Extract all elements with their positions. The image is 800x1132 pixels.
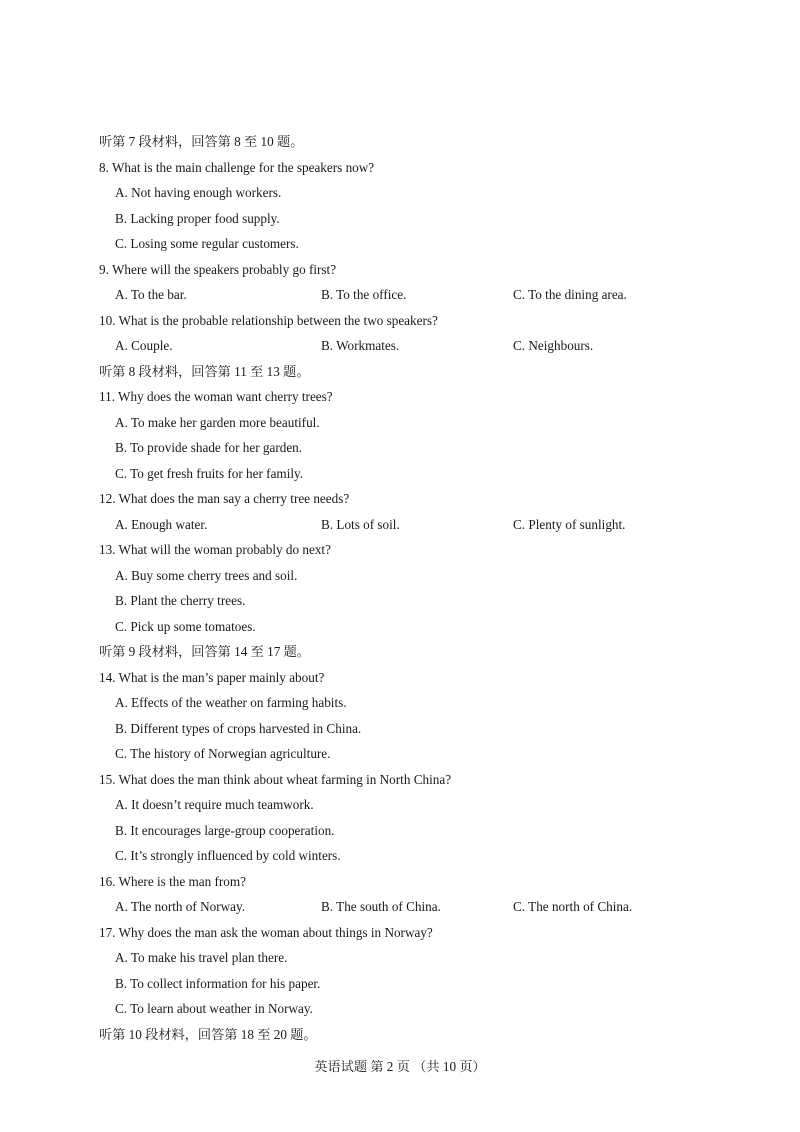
section-instruction: 听第 9 段材料，回答第 14 至 17 题。 <box>99 644 310 659</box>
answer-option: C. Pick up some tomatoes. <box>115 618 256 634</box>
answer-option: A. Not having enough workers. <box>115 185 282 200</box>
answer-option: A. To make her garden more beautiful. <box>115 414 320 430</box>
answer-option: B. Workmates. <box>321 338 400 353</box>
answer-option: C. Neighbours. <box>513 338 594 353</box>
answer-option: B. It encourages large-group cooperation. <box>115 822 335 838</box>
answer-option: B. Plant the cherry trees. <box>115 593 246 608</box>
answer-option: A. Effects of the weather on farming habits. <box>115 695 347 710</box>
answer-option: B. To provide shade for her garden. <box>115 440 303 455</box>
answer-option: C. Plenty of sunlight. <box>513 516 626 532</box>
question-stem: 16. Where is the man from? <box>99 873 246 889</box>
answer-option: C. It’s strongly influenced by cold winters. <box>115 848 341 863</box>
answer-option: A. Enough water. <box>115 516 208 532</box>
answer-option: C. The history of Norwegian agriculture. <box>115 746 331 761</box>
answer-option: A. To make his travel plan there. <box>115 950 288 965</box>
question-stem: 9. Where will the speakers probably go first? <box>99 261 337 277</box>
option-row <box>0 897 800 917</box>
option-row <box>0 515 800 535</box>
section-instruction: 听第 7 段材料，回答第 8 至 10 题。 <box>99 134 304 149</box>
answer-option: C. To the dining area. <box>513 287 627 302</box>
question-stem: 12. What does the man say a cherry tree needs? <box>99 491 350 506</box>
answer-option: B. Lots of soil. <box>321 516 400 532</box>
page-footer: 英语试题 第 2 页 （共 10 页） <box>314 1059 486 1074</box>
question-stem: 11. Why does the woman want cherry trees? <box>99 389 333 404</box>
answer-option: B. The south of China. <box>321 899 441 914</box>
answer-option: B. To collect information for his paper. <box>115 975 321 991</box>
question-stem: 17. Why does the man ask the woman about things in Norway? <box>99 924 433 940</box>
answer-option: B. To the office. <box>321 287 407 302</box>
answer-option: C. Losing some regular customers. <box>115 236 299 251</box>
question-stem: 14. What is the man’s paper mainly about? <box>99 669 325 685</box>
answer-option: B. Different types of crops harvested in China. <box>115 720 362 736</box>
answer-option: A. Buy some cherry trees and soil. <box>115 567 298 583</box>
answer-option: B. Lacking proper food supply. <box>115 210 280 226</box>
answer-option: A. It doesn’t require much teamwork. <box>115 797 314 812</box>
question-stem: 15. What does the man think about wheat farming in North China? <box>99 771 452 787</box>
section-instruction: 听第 10 段材料，回答第 18 至 20 题。 <box>99 1026 317 1042</box>
answer-option: C. To learn about weather in Norway. <box>115 1001 313 1016</box>
answer-option: A. Couple. <box>115 338 173 353</box>
question-stem: 8. What is the main challenge for the speakers now? <box>99 159 375 175</box>
answer-option: A. The north of Norway. <box>115 899 246 914</box>
answer-option: C. The north of China. <box>513 899 633 914</box>
section-instruction: 听第 8 段材料，回答第 11 至 13 题。 <box>99 363 310 379</box>
answer-option: A. To the bar. <box>115 287 187 302</box>
option-row <box>0 285 800 305</box>
question-stem: 10. What is the probable relationship between the two speakers? <box>99 312 438 328</box>
question-stem: 13. What will the woman probably do next? <box>99 542 331 557</box>
option-row <box>0 336 800 356</box>
answer-option: C. To get fresh fruits for her family. <box>115 465 304 481</box>
